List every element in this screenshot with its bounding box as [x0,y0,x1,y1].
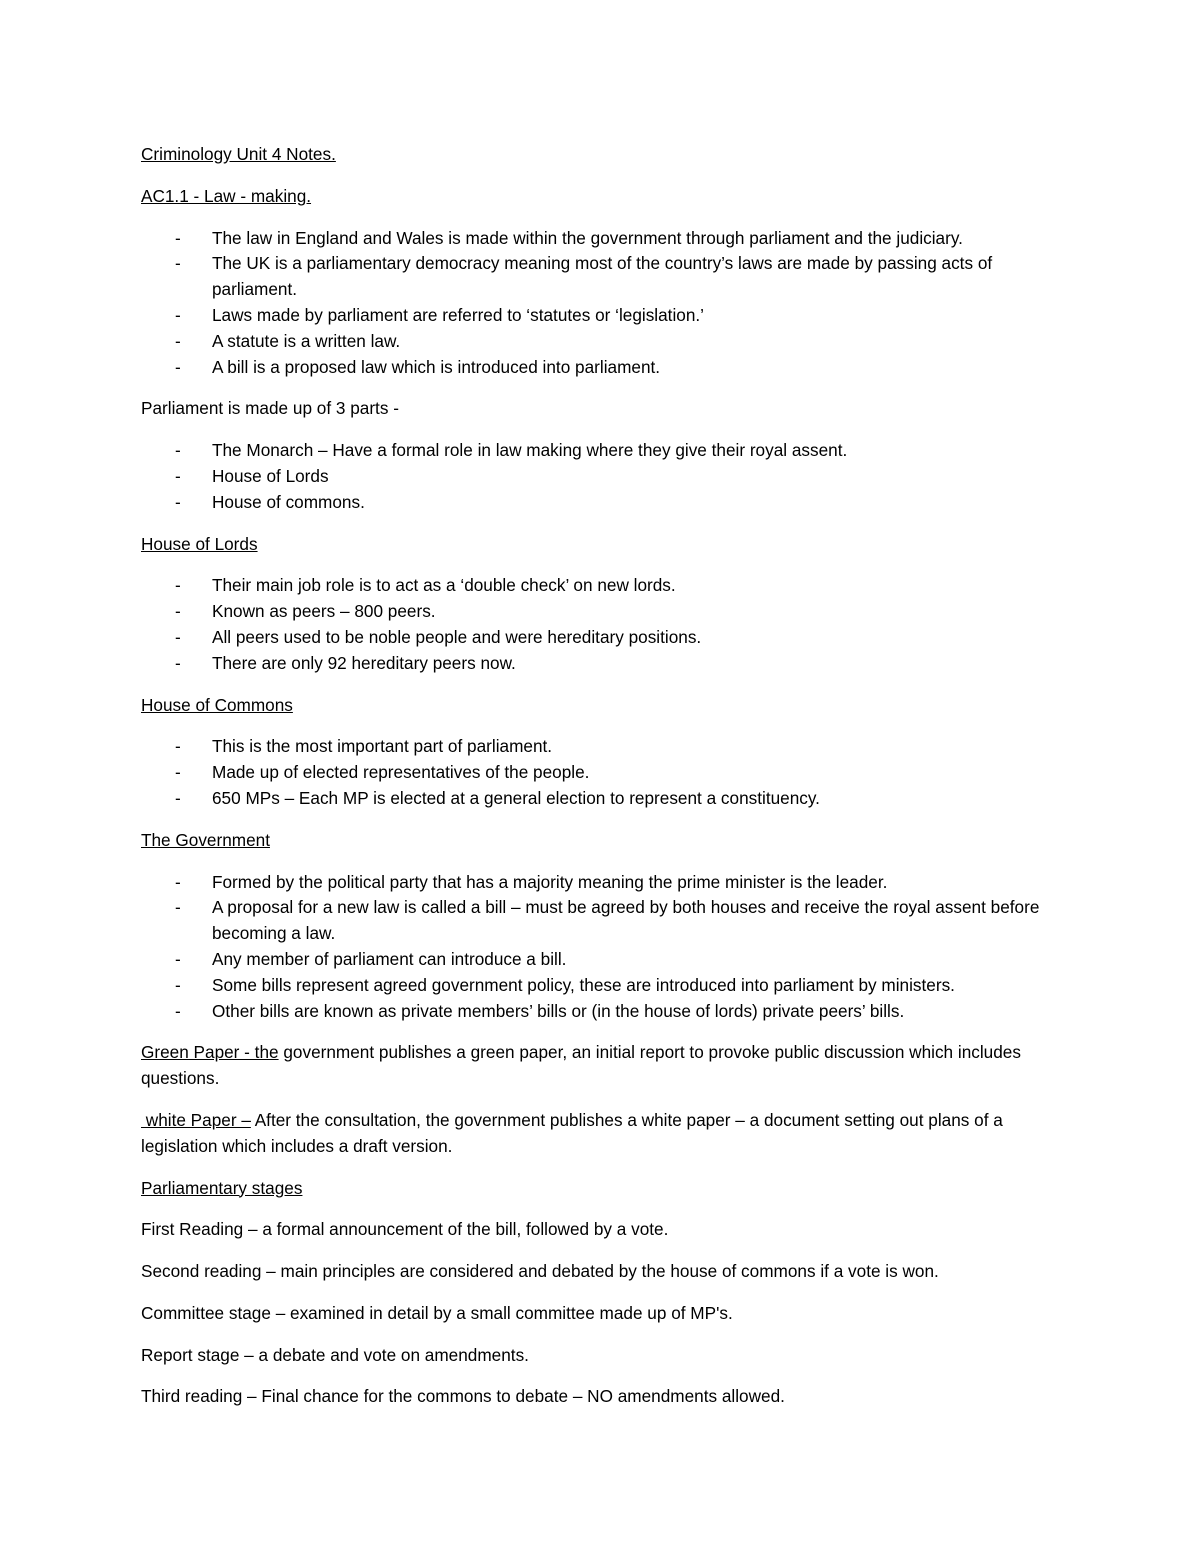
list-item: - Formed by the political party that has a majority meaning the prime minister is the leader. [141,870,1061,896]
list-item: - Their main job role is to act as a ‘double check’ on new lords. [141,573,1061,599]
list-item: - 650 MPs – Each MP is elected at a general election to represent a constituency. [141,786,1061,812]
green-paper-text: government publishes a green paper, an initial report to provoke public discussion which includes questions. [141,1042,1021,1089]
white-paper-paragraph [141,1108,1061,1160]
section-heading-house-of-lords: House of Lords [141,533,258,554]
section-heading-government: The Government [141,829,270,850]
list-item: - Made up of elected representatives of the people. [141,760,1061,786]
list-item: - A statute is a written law. [141,329,1061,355]
government-list [141,870,1061,1025]
list-item: - House of commons. [141,490,1061,516]
list-item: - Known as peers – 800 peers. [141,599,1061,625]
list-item: - The Monarch – Have a formal role in law making where they give their royal assent. [141,438,1061,464]
green-paper-label: Green Paper - the [141,1042,279,1063]
document-body [141,142,1061,1426]
list-item: - There are only 92 hereditary peers now. [141,651,1061,677]
stage-report: Report stage – a debate and vote on amendments. [141,1344,529,1365]
parliament-list [141,438,1061,515]
list-item: - The law in England and Wales is made within the government through parliament and the judiciary. [141,226,1061,252]
white-paper-text: After the consultation, the government publishes a white paper – a document setting out plans of a legislation which includes a draft version. [141,1109,1003,1156]
section-heading-ac1-1: AC1.1 - Law - making. [141,185,312,206]
list-item: - All peers used to be noble people and were hereditary positions. [141,625,1061,651]
list-item: - Any member of parliament can introduce a bill. [141,947,1061,973]
stage-second-reading: Second reading – main principles are considered and debated by the house of commons if a vote is won. [141,1261,939,1282]
stage-third-reading: Third reading – Final chance for the commons to debate – NO amendments allowed. [141,1386,785,1407]
section-heading-parliamentary-stages: Parliamentary stages [141,1177,303,1198]
list-item: - Other bills are known as private members’ bills or (in the house of lords) private peers’ bills. [141,999,1061,1025]
lords-list [141,573,1061,676]
white-paper-label: white Paper – [141,1109,251,1130]
stage-committee: Committee stage – examined in detail by a small committee made up of MP's. [141,1302,733,1323]
list-item: - This is the most important part of parliament. [141,734,1061,760]
intro-list [141,226,1061,381]
list-item: - Some bills represent agreed government policy, these are introduced into parliament by ministers. [141,973,1061,999]
green-paper-paragraph [141,1040,1061,1092]
list-item: - A proposal for a new law is called a bill – must be agreed by both houses and receive the royal assent before becoming a law. [141,895,1061,947]
document-title: Criminology Unit 4 Notes. [141,144,336,164]
list-item: - The UK is a parliamentary democracy meaning most of the country’s laws are made by passing acts of parliament. [141,251,1061,303]
list-item: - House of Lords [141,464,1061,490]
list-item: - Laws made by parliament are referred to ‘statutes or ‘legislation.’ [141,303,1061,329]
stage-first-reading: First Reading – a formal announcement of the bill, followed by a vote. [141,1219,669,1240]
section-heading-house-of-commons: House of Commons [141,694,293,715]
list-item: - A bill is a proposed law which is introduced into parliament. [141,355,1061,381]
commons-list [141,734,1061,811]
section-heading-parliament: Parliament is made up of 3 parts - [141,398,399,419]
